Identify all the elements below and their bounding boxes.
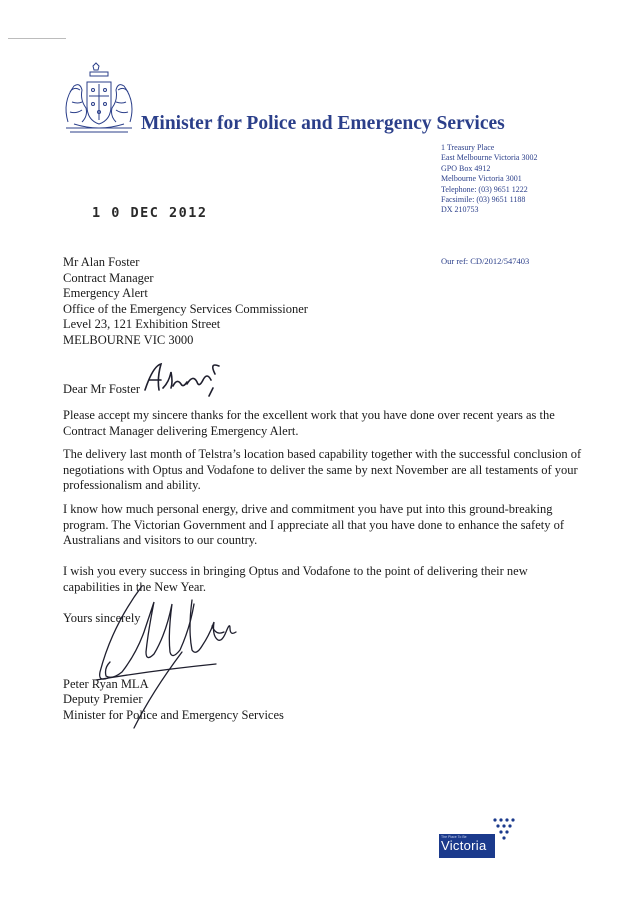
paragraph-text: The delivery last month of Telstra’s location based capability together with the successful conclusion of negotiations with Optus and Vodafone to deliver the same by next November are all testaments of your professionalism and ability. [63, 447, 582, 493]
address-line: 1 Treasury Place [441, 143, 495, 152]
salutation: Dear Mr Foster [63, 382, 141, 396]
signatory-title: Minister for Police and Emergency Services [63, 707, 284, 722]
office-address [441, 143, 611, 216]
closing: Yours sincerely [63, 611, 141, 625]
reference-number: Our ref: CD/2012/547403 [441, 256, 530, 266]
signature-block [63, 677, 284, 723]
recipient-address [63, 255, 383, 349]
recipient-line: Level 23, 121 Exhibition Street [63, 317, 221, 332]
paragraph-3 [63, 502, 583, 549]
signatory-name: Peter Ryan MLA [63, 677, 149, 691]
letterhead-title: Minister for Police and Emergency Services [141, 113, 505, 134]
recipient-line: Contract Manager [63, 270, 154, 285]
handwritten-greeting [139, 358, 229, 400]
paragraph-1 [63, 408, 583, 439]
victoria-logo [439, 816, 517, 862]
victoria-triangle-icon [491, 816, 517, 846]
recipient-line: Emergency Alert [63, 286, 148, 301]
recipient-line: MELBOURNE VIC 3000 [63, 332, 194, 347]
coat-of-arms-crest [60, 62, 138, 136]
paragraph-text: I wish you every success in bringing Optus and Vodafone to the point of delivering their new capabilities in the New Year. [63, 564, 528, 594]
recipient-line: Office of the Emergency Services Commissioner [63, 301, 308, 316]
scan-mark [8, 38, 66, 39]
date-stamp: 1 0 DEC 2012 [92, 205, 208, 221]
paragraph-2 [63, 447, 583, 494]
telephone-line: Telephone: (03) 9651 1222 [441, 184, 528, 194]
address-line: Melbourne Victoria 3001 [441, 174, 522, 184]
paragraph-text: Please accept my sincere thanks for the excellent work that you have done over recent years as the Contract Manager delivering Emergency Alert. [63, 408, 555, 438]
dx-line: DX 210753 [441, 205, 479, 215]
signatory-title: Deputy Premier [63, 692, 143, 707]
address-line: East Melbourne Victoria 3002 [441, 153, 538, 163]
victoria-logo-tagline: The Place To Be [441, 835, 467, 839]
address-line: GPO Box 4912 [441, 163, 491, 173]
facsimile-line: Facsimile: (03) 9651 1188 [441, 195, 526, 205]
paragraph-text: I know how much personal energy, drive and commitment you have put into this ground-breaking program. The Victorian Government and I appreciate all that you have done to enhance the safety of Australians and visitors to our country. [63, 502, 565, 548]
recipient-line: Mr Alan Foster [63, 255, 140, 269]
victoria-logo-word: Victoria [441, 838, 487, 853]
